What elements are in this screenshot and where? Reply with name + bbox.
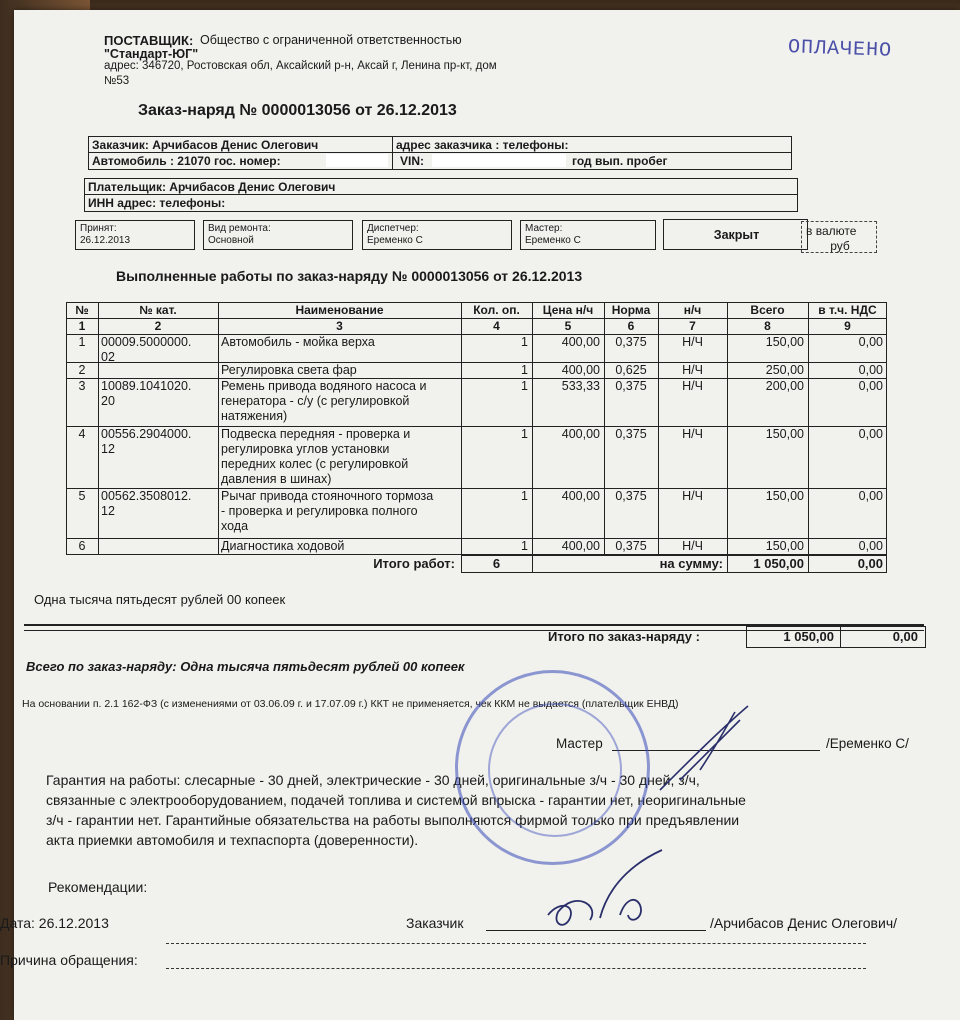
customer-sign-name: /Арчибасов Денис Олегович/ (710, 915, 897, 931)
table-cell: 400,00 (561, 335, 600, 349)
table-header-cell: Наименование (295, 303, 384, 317)
table-cell: 1 (521, 335, 528, 349)
supplier-address: адрес: 346720, Ростовская обл, Аксайский р-н, Аксай г, Ленина пр-кт, дом (104, 60, 497, 72)
table-column-number: 3 (336, 319, 343, 333)
table-cell: 400,00 (561, 489, 600, 503)
table-cell: 1 (521, 539, 528, 553)
table-column-number: 4 (493, 319, 500, 333)
order-total-value: 1 050,00 (783, 629, 834, 644)
table-cell: 0,625 (615, 363, 647, 377)
table-cell: 00556.2904000. 12 (101, 427, 192, 456)
table-header-cell: н/ч (683, 303, 702, 317)
info-value: 26.12.2013 (80, 235, 131, 246)
table-cell: 1 (521, 363, 528, 377)
order-total-label: Итого по заказ-наряду : (548, 629, 700, 644)
master-name: /Еременко С/ (826, 736, 909, 751)
table-cell: 0,00 (858, 427, 883, 441)
table-header-cell: Кол. оп. (473, 303, 520, 317)
total-works-qty: 6 (492, 556, 501, 571)
table-cell: Н/Ч (682, 379, 703, 393)
table-cell: 400,00 (561, 363, 600, 377)
date-line: Дата: 26.12.2013 (0, 915, 109, 931)
table-cell: 533,33 (561, 379, 600, 393)
table-cell: Н/Ч (682, 427, 703, 441)
table-cell: Диагностика ходовой (221, 539, 345, 553)
table-cell: 200,00 (765, 379, 804, 393)
table-column-number: 8 (764, 319, 771, 333)
info-value: Еременко С (367, 235, 423, 246)
table-cell: 0,00 (858, 335, 883, 349)
order-title: Заказ-наряд № 0000013056 от 26.12.2013 (138, 102, 457, 119)
table-header-cell: Цена н/ч (542, 303, 594, 317)
status-closed: Закрыт (713, 228, 760, 242)
sum-label: на сумму: (659, 556, 723, 571)
table-cell: 0,00 (858, 539, 883, 553)
guarantee-text: Гарантия на работы: слесарные - 30 дней, электрические - 30 дней, оригинальные з/ч - 30 дней, з/ч, связанные с электрооборудованием, подачей топлива и системой впрыска - гарантии нет, неоригинальные з/ч - гарантии нет. Гарантийные обязательства на работы выполняются фирмой только при предъявлении акта приемки автомобиля и техпаспорта (доверенности). (46, 772, 746, 848)
table-cell: 0,00 (858, 379, 883, 393)
table-cell: 0,375 (615, 379, 647, 393)
table-cell: Регулировка света фар (221, 363, 357, 377)
reason-label: Причина обращения: (0, 952, 138, 968)
table-cell: 5 (78, 489, 86, 503)
table-column-number: 7 (689, 319, 696, 333)
currency-label: в валюте (806, 224, 857, 238)
info-value: Еременко С (525, 235, 581, 246)
table-cell: Автомобиль - мойка верха (221, 335, 375, 349)
supplier-name: Общество с ограниченной ответственностью (200, 33, 462, 47)
supplier-label: ПОСТАВЩИК: (104, 33, 194, 48)
table-cell: Ремень привода водяного насоса и генератора - с/у (с регулировкой натяжения) (221, 379, 427, 423)
sum-total: 1 050,00 (753, 556, 804, 571)
table-column-number: 2 (154, 319, 162, 333)
table-cell: 00562.3508012. 12 (101, 489, 192, 518)
table-cell: 1 (521, 427, 528, 441)
table-cell: Н/Ч (682, 335, 703, 349)
supplier-brand: "Стандарт-ЮГ" (104, 47, 199, 61)
master-signature (660, 706, 748, 790)
paid-stamp: ОПЛАЧЕНО (787, 36, 893, 63)
table-cell: Н/Ч (682, 539, 703, 553)
table-cell: 150,00 (765, 539, 804, 553)
table-cell: 6 (78, 539, 86, 553)
table-cell: Подвеска передняя - проверка и регулировка углов установки передних колес (с регулировкой давления в шинах) (221, 427, 411, 486)
currency-value: руб (830, 239, 850, 253)
vin-label: VIN: (400, 154, 424, 168)
table-cell: Н/Ч (682, 489, 703, 503)
info-label: Диспетчер: (367, 223, 419, 234)
table-header-cell: Всего (750, 303, 785, 317)
table-cell: Н/Ч (682, 363, 703, 377)
table-cell: 150,00 (765, 427, 804, 441)
table-cell: 0,375 (615, 489, 647, 503)
amount-in-words: Одна тысяча пятьдесят рублей 00 копеек (34, 592, 286, 607)
customer-address-phone: адрес заказчика : телефоны: (396, 138, 569, 152)
works-title: Выполненные работы по заказ-наряду № 0000013056 от 26.12.2013 (116, 268, 583, 284)
table-cell: 10089.1041020. 20 (101, 379, 192, 408)
table-cell: 250,00 (765, 363, 804, 377)
info-label: Мастер: (525, 223, 563, 234)
total-works-label: Итого работ: (373, 556, 455, 571)
table-header-cell: Норма (611, 303, 651, 317)
table-header-cell: № кат. (139, 303, 177, 317)
table-cell: 00009.5000000. 02 (101, 335, 192, 364)
sum-vat: 0,00 (857, 556, 883, 571)
inn-line: ИНН адрес: телефоны: (88, 196, 226, 210)
table-cell: 1 (78, 335, 86, 349)
table-column-number: 9 (844, 319, 851, 333)
table-column-number: 6 (627, 319, 635, 333)
table-cell: 150,00 (765, 335, 804, 349)
table-cell: 400,00 (561, 539, 600, 553)
payer-line: Плательщик: Арчибасов Денис Олегович (88, 180, 336, 194)
table-cell: 0,00 (858, 489, 883, 503)
table-cell: 1 (521, 489, 528, 503)
table-cell: 1 (521, 379, 528, 393)
table-cell: 3 (78, 379, 86, 393)
year-run: год вып. пробег (572, 154, 668, 168)
order-total-words: Всего по заказ-наряду: Одна тысяча пятьдесят рублей 00 копеек (26, 659, 465, 674)
table-cell: 2 (78, 363, 86, 377)
info-value: Основной (208, 235, 254, 246)
customer-signature (548, 850, 662, 925)
car-line: Автомобиль : 21070 гос. номер: (92, 154, 281, 168)
table-header-cell: в т.ч. НДС (818, 303, 877, 317)
table-cell: 400,00 (561, 427, 600, 441)
table-header-cell: № (75, 303, 89, 317)
legal-note: На основании п. 2.1 162-ФЗ (с изменениями от 03.06.09 г. и 17.07.09 г.) ККТ не применяется, чек ККМ не выдается (плательщик ЕНВД) (22, 698, 679, 710)
recommendations-label: Рекомендации: (48, 879, 148, 895)
order-total-vat: 0,00 (892, 629, 918, 644)
table-cell: 4 (78, 427, 86, 441)
table-cell: 0,375 (615, 427, 647, 441)
table-column-number: 5 (564, 319, 572, 333)
table-cell: Рычаг привода стояночного тормоза - проверка и регулировка полного хода (221, 489, 434, 533)
customer-sign-label: Заказчик (406, 915, 464, 931)
table-cell: 0,375 (615, 539, 647, 553)
master-label: Мастер (556, 736, 603, 751)
table-cell: 0,375 (615, 335, 647, 349)
table-cell: 150,00 (765, 489, 804, 503)
info-label: Принят: (80, 223, 117, 234)
table-cell: 0,00 (858, 363, 883, 377)
customer-line: Заказчик: Арчибасов Денис Олегович (92, 138, 319, 152)
info-label: Вид ремонта: (208, 223, 271, 234)
supplier-address-line2: №53 (104, 75, 130, 87)
table-column-number: 1 (78, 319, 86, 333)
